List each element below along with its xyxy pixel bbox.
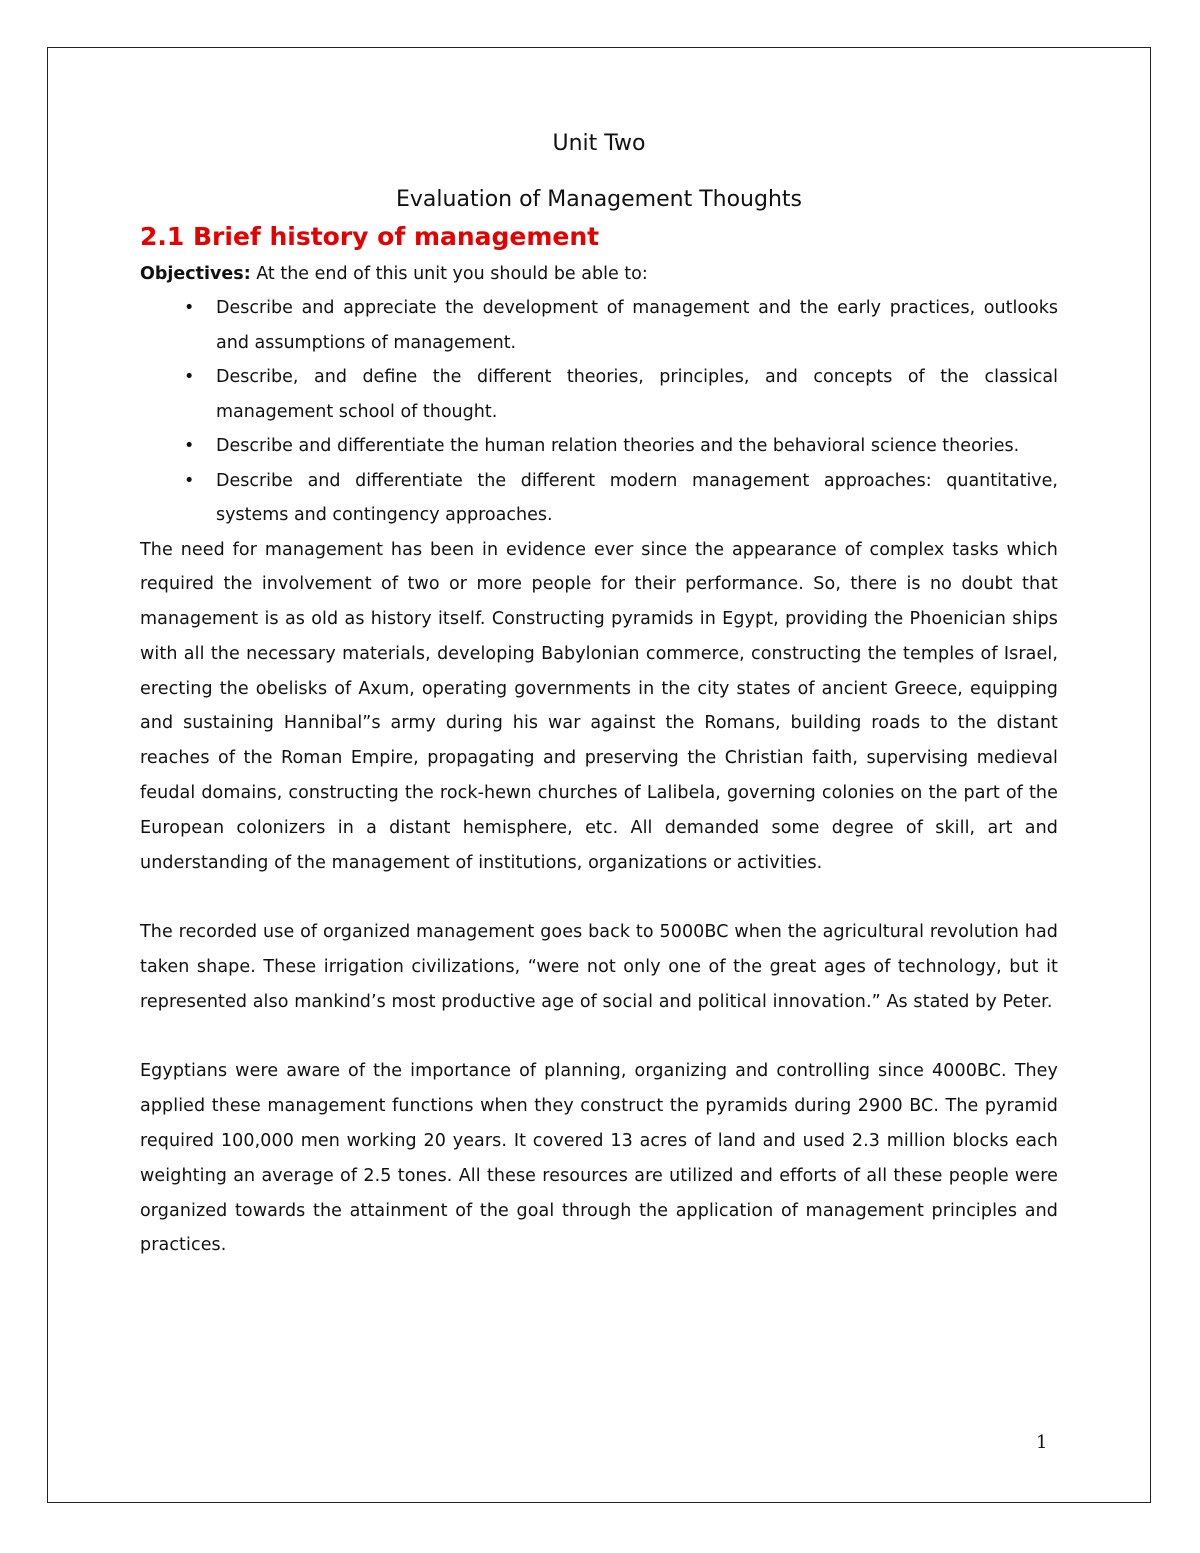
egyptians-paragraph: Egyptians were aware of the importance of planning, organizing and controlling since 4000BC. They applied these management functions when they construct the pyramids during 2900 BC. The pyramid required 100,000 men working 20 years. It covered 13 acres of land and used 2.3 million blocks each weighting an average of 2.5 tones. All these resources are utilized and efforts of all these people were organized towards the attainment of the goal through the application of management principles and practices.: [140, 1061, 1058, 1256]
bullet-icon: •: [184, 367, 195, 387]
objectives-label: Objectives:: [140, 264, 251, 284]
objective-item: [140, 464, 1058, 533]
unit-subtitle: Evaluation of Management Thoughts: [396, 187, 802, 212]
objective-item: [140, 291, 1058, 360]
section-heading: 2.1 Brief history of management: [140, 222, 600, 251]
objective-item: [140, 360, 1058, 429]
objectives-intro: [140, 258, 1058, 291]
page-number: 1: [1036, 1432, 1048, 1453]
objective-item: [140, 429, 1058, 464]
bullet-icon: •: [184, 470, 195, 491]
history-paragraph: The need for management has been in evidence ever since the appearance of complex tasks which required the involvement of two or more people for their performance. So, there is no doubt that management is as old as history itself. Constructing pyramids in Egypt, providing the Phoenician ships with all the necessary materials, developing Babylonian commerce, constructing the temples of Israel, erecting the obelisks of Axum, operating governments in the city states of ancient Greece, equipping and sustaining Hannibal”s army during his war against the Romans, building roads to the distant reaches of the Roman Empire, propagating and preserving the Christian faith, supervising medieval feudal domains, constructing the rock-hewn churches of Lalibela, governing colonies on the part of the European colonizers in a distant hemisphere, etc. All demanded some degree of skill, art and understanding of the management of institutions, organizations or activities.: [140, 539, 1058, 873]
bullet-icon: •: [184, 436, 195, 456]
objective-text: Describe and appreciate the development of management and the early practices, outlooks and assumptions of management.: [216, 298, 1058, 353]
organized-management-paragraph: The recorded use of organized management goes back to 5000BC when the agricultural revolution had taken shape. These irrigation civilizations, “were not only one of the great ages of technology, but it represented also mankind’s most productive age of social and political innovation.” As stated by Peter.: [140, 922, 1058, 1012]
objectives-intro-text: At the end of this unit you should be able to:: [250, 264, 648, 284]
objective-text: Describe and differentiate the human relation theories and the behavioral science theories.: [216, 436, 1020, 456]
unit-title: Unit Two: [552, 131, 646, 156]
document-body: [140, 128, 1058, 1298]
objective-text: Describe, and define the different theories, principles, and concepts of the classical management school of thought.: [216, 367, 1058, 422]
objective-text: Describe and differentiate the different modern management approaches: quantitative, systems and contingency approaches.: [216, 470, 1058, 525]
bullet-icon: •: [184, 298, 195, 318]
objectives-list: [140, 291, 1058, 533]
